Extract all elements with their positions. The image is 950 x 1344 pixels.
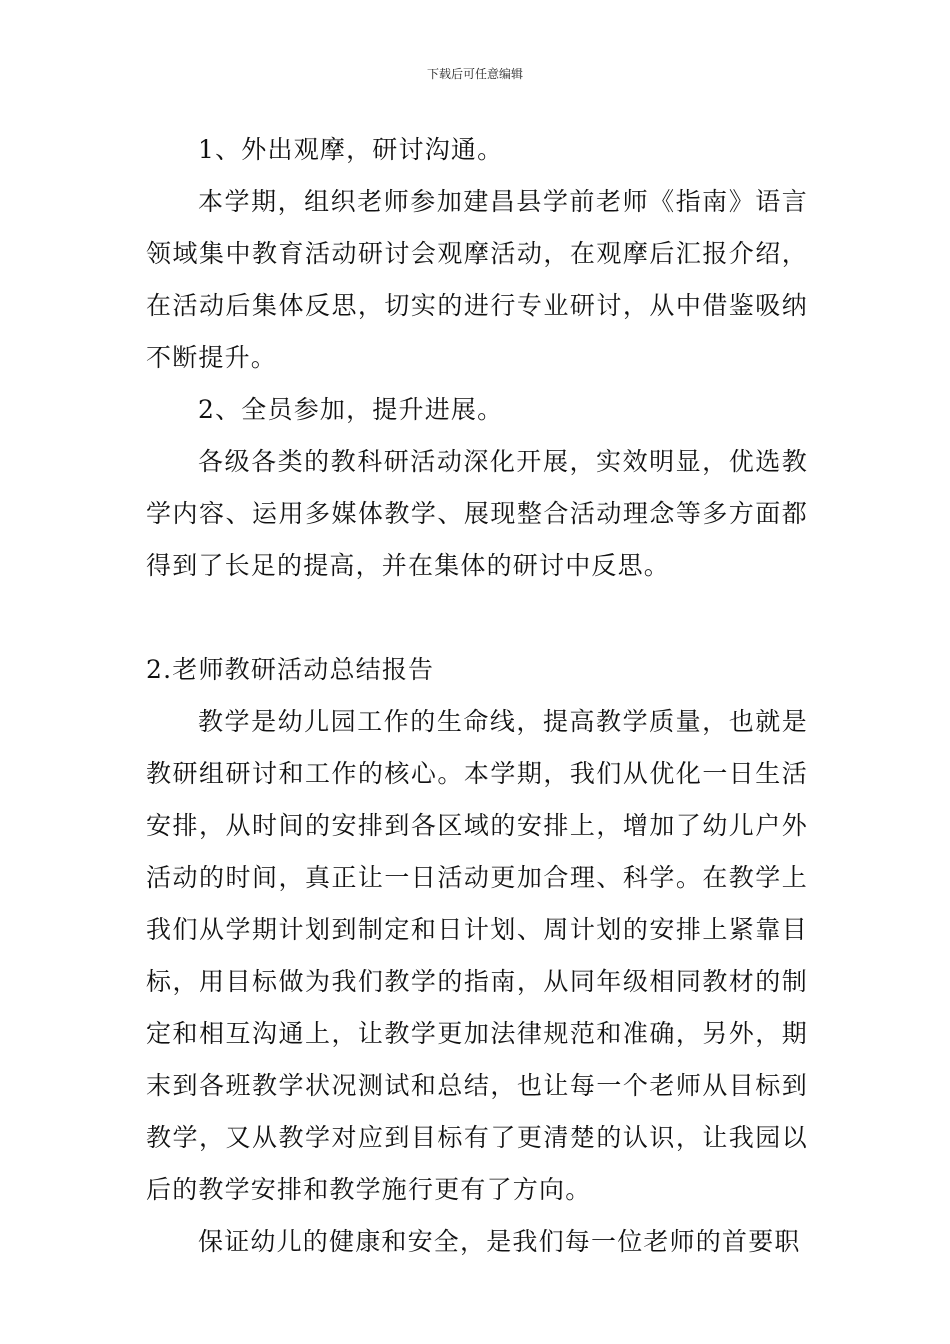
paragraph-heading-1: 1、外出观摩，研讨沟通。 bbox=[198, 135, 504, 164]
page-header: 下载后可任意编辑 bbox=[426, 67, 523, 81]
paragraph: 各级各类的教科研活动深化开展，实效明显，优选教学内容、运用多媒体教学、展现整合活动理念等多方面都得到了长足的提高，并在集体的研讨中反思。 bbox=[146, 447, 808, 580]
paragraph: 本学期，组织老师参加建昌县学前老师《指南》语言领域集中教育活动研讨会观摩活动，在观摩后汇报介绍，在活动后集体反思，切实的进行专业研讨，从中借鉴吸纳不断提升。 bbox=[146, 187, 808, 372]
paragraph-heading-2: 2、全员参加，提升进展。 bbox=[198, 395, 504, 424]
paragraph: 教学是幼儿园工作的生命线，提高教学质量，也就是教研组研讨和工作的核心。本学期，我们从优化一日生活安排，从时间的安排到各区域的安排上，增加了幼儿户外活动的时间，真正让一日活动更加合理、科学。在教学上我们从学期计划到制定和日计划、周计划的安排上紧靠目标，用目标做为我们教学的指南，从同年级相同教材的制定和相互沟通上，让教学更加法律规范和准确，另外，期末到各班教学状况测试和总结，也让每一个老师从目标到教学，又从教学对应到目标有了更清楚的认识，让我园以后的教学安排和教学施行更有了方向。 bbox=[146, 707, 808, 1204]
document-body bbox=[146, 124, 808, 1268]
section-title: 2.老师教研活动总结报告 bbox=[146, 655, 435, 684]
paragraph: 保证幼儿的健康和安全，是我们每一位老师的首要职 bbox=[198, 1227, 801, 1256]
